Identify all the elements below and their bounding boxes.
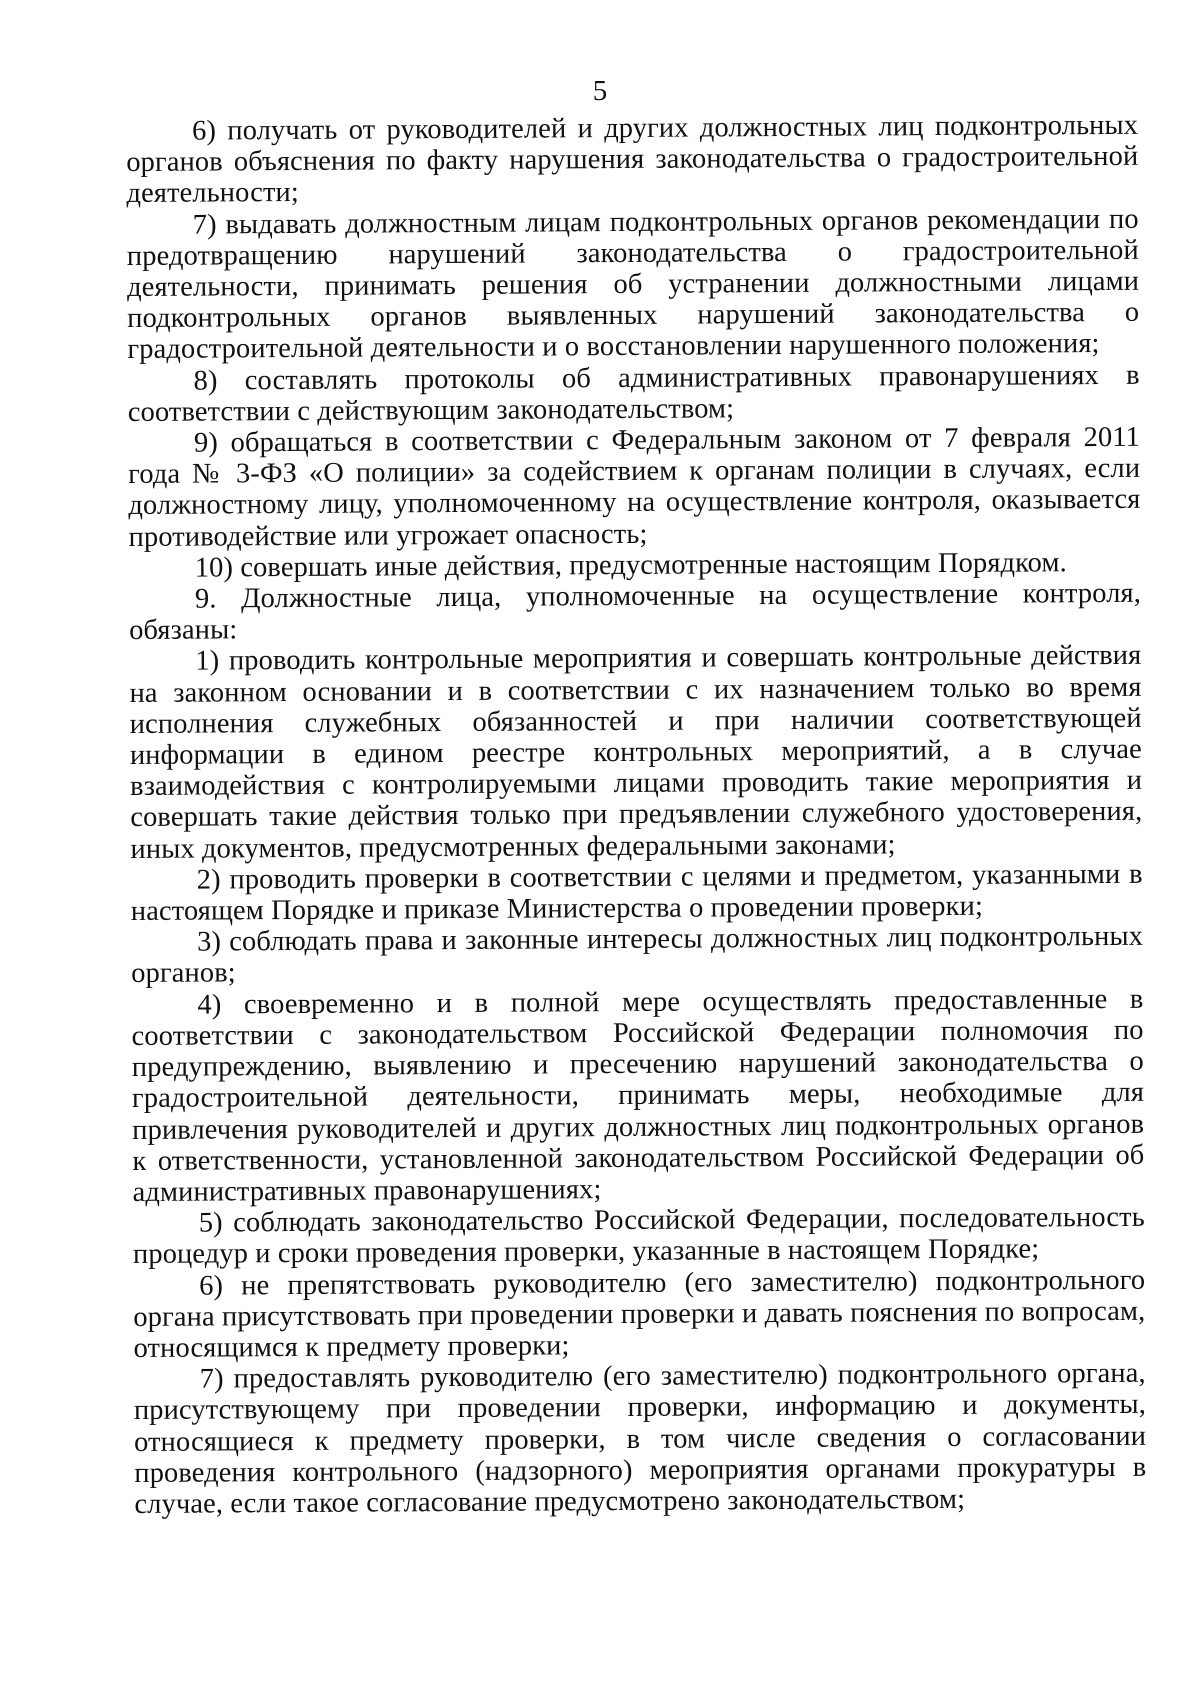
paragraph-8-6: 6) получать от руководителей и других должностных лиц подконтрольных органов объяснения по факту нарушения законодательства о градостроительной деятельности; bbox=[126, 109, 1139, 210]
page-number: 5 bbox=[592, 75, 608, 107]
paragraph-9-4: 4) своевременно и в полной мере осуществлять предоставленные в соответствии с законодательством Российской Федерации полномочия по предупреждению, выявлению и пресечению нарушений законодательства о градостроительной деятельности, принимать меры, необходимые для привлечения руководителей и других должностных лиц подконтрольных органов к ответственности, установленной законодательством Российской Федерации об административных правонарушениях; bbox=[131, 983, 1145, 1208]
paragraph-9-6: 6) не препятствовать руководителю (его заместителю) подконтрольного органа присутствовать при проведении проверки и давать пояснения по вопросам, относящимся к предмету проверки; bbox=[133, 1264, 1146, 1364]
paragraph-8-10: 10) совершать иные действия, предусмотренные настоящим Порядком. bbox=[194, 547, 1067, 584]
paragraph-9-intro: 9. Должностные лица, уполномоченные на осуществление контроля, обязаны: bbox=[129, 577, 1142, 647]
paragraph-9-2: 2) проводить проверки в соответствии с целями и предметом, указанными в настоящем Порядке и приказе Министерства о проведении проверки; bbox=[130, 858, 1143, 928]
paragraph-8-9: 9) обращаться в соответствии с Федеральным законом от 7 февраля 2011 года № 3-ФЗ «О полиции» за содействием к органам полиции в случаях, если должностному лицу, уполномоченному на осуществление контроля, оказывается противодействие или угрожает опасность; bbox=[128, 421, 1141, 553]
paragraph-9-1: 1) проводить контрольные мероприятия и совершать контрольные действия на законном основании и в соответствии с их назначением только во время исполнения служебных обязанностей и при наличии соответствующей информации в едином реестре контрольных мероприятий, а в случае взаимодействия с контролируемыми лицами проводить такие мероприятия и совершать такие действия только при предъявлении служебного удостоверения, иных документов, предусмотренных федеральными законами; bbox=[129, 640, 1143, 865]
paragraph-8-8: 8) составлять протоколы об административных правонарушениях в соответствии с действующим законодательством; bbox=[127, 359, 1140, 428]
paragraph-9-5: 5) соблюдать законодательство Российской Федерации, последовательность процедур и сроки проведения проверки, указанные в настоящем Порядке; bbox=[132, 1201, 1145, 1271]
paragraph-9-3: 3) соблюдать права и законные интересы должностных лиц подконтрольных органов; bbox=[131, 921, 1144, 990]
document-body bbox=[126, 110, 1147, 1520]
paragraph-9-7: 7) предоставлять руководителю (его заместителю) подконтрольного органа, присутствующему при проведении проверки, информацию и документы, относящиеся к предмету проверки, в том числе сведения о согласовании проведения контрольного (надзорного) мероприятия органами прокуратуры в случае, если такое согласование предусмотрено законодательством; bbox=[133, 1357, 1147, 1520]
paragraph-8-7: 7) выдавать должностным лицам подконтрольных органов рекомендации по предотвращению нарушений законодательства о градостроительной деятельности, принимать решения об устранении должностными лицами подконтрольных органов выявленных нарушений законодательства о градостроительной деятельности и о восстановлении нарушенного положения; bbox=[126, 203, 1140, 366]
